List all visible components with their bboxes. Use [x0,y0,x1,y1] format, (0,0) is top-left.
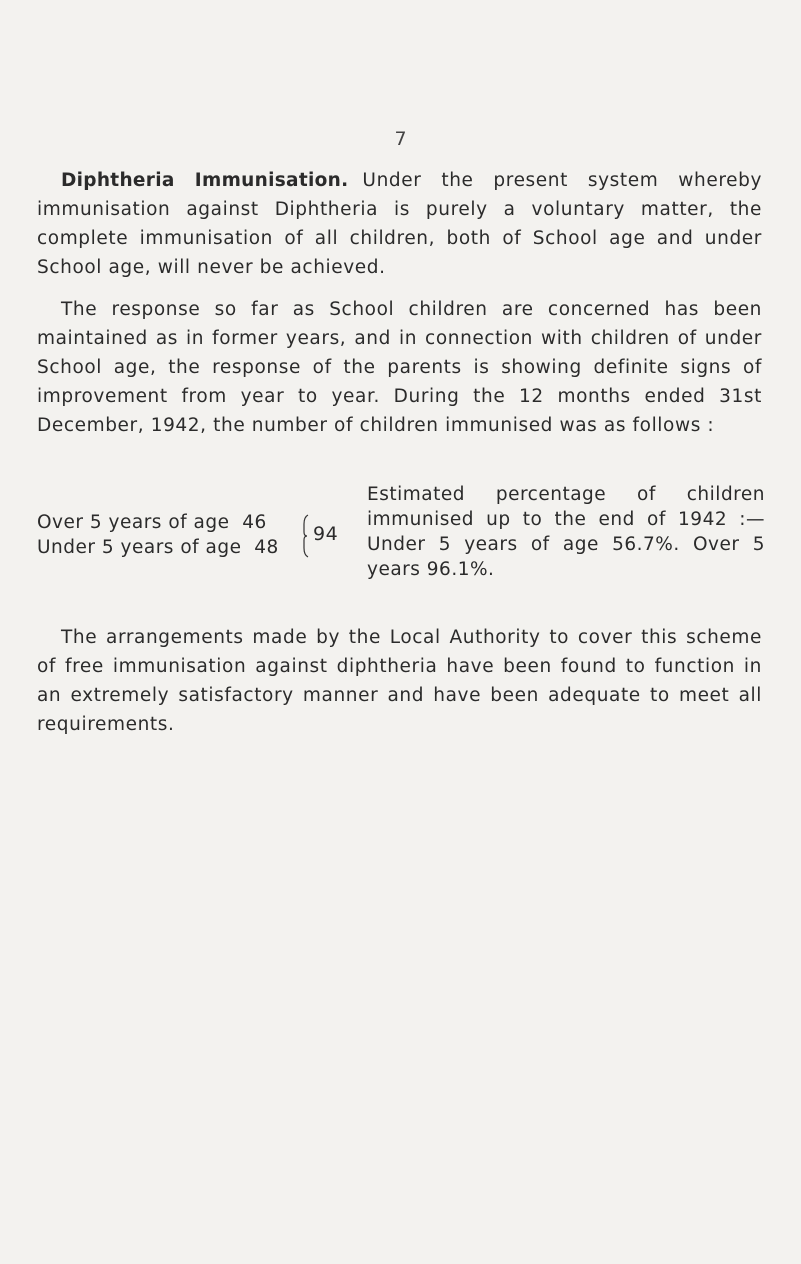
over-five-value: 46 [242,512,267,533]
total-immunised: 94 [313,523,339,545]
under-five-label: Under 5 years of age [37,537,242,558]
paragraph-immunisation-intro [37,166,762,282]
page-number: 7 [394,128,407,150]
under-five-row [37,535,279,560]
over-five-row [37,510,267,535]
estimated-percentage-text: Estimated percentage of children immunised up to the end of 1942 :—Under 5 years of age 56.7%. Over 5 years 96.1%. [367,484,765,580]
over-five-label: Over 5 years of age [37,512,230,533]
paragraph-response [37,295,762,440]
immunisation-figures [37,482,765,594]
paragraph-3-text: The arrangements made by the Local Authority to cover this scheme of free immunisation against diphtheria have been found to function in an extremely satisfactory manner and have been adequate to meet all requirements. [37,627,762,735]
under-five-value: 48 [254,537,279,558]
brace-icon [303,514,309,558]
paragraph-2-text: The response so far as School children are concerned has been maintained as in former years, and in connection with children of under School age, the response of the parents is showing definite signs of improvement from year to year. During the 12 months ended 31st December, 1942, the number of children immunised was as follows : [37,299,762,436]
paragraph-1-text: Under the present system whereby immunisation against Diphtheria is purely a voluntary matter, the complete immunisation of all children, both of School age and under School age, will never be achieved. [37,170,763,278]
paragraph-arrangements [37,623,762,739]
section-heading: Diphtheria Immunisation. [61,170,349,191]
